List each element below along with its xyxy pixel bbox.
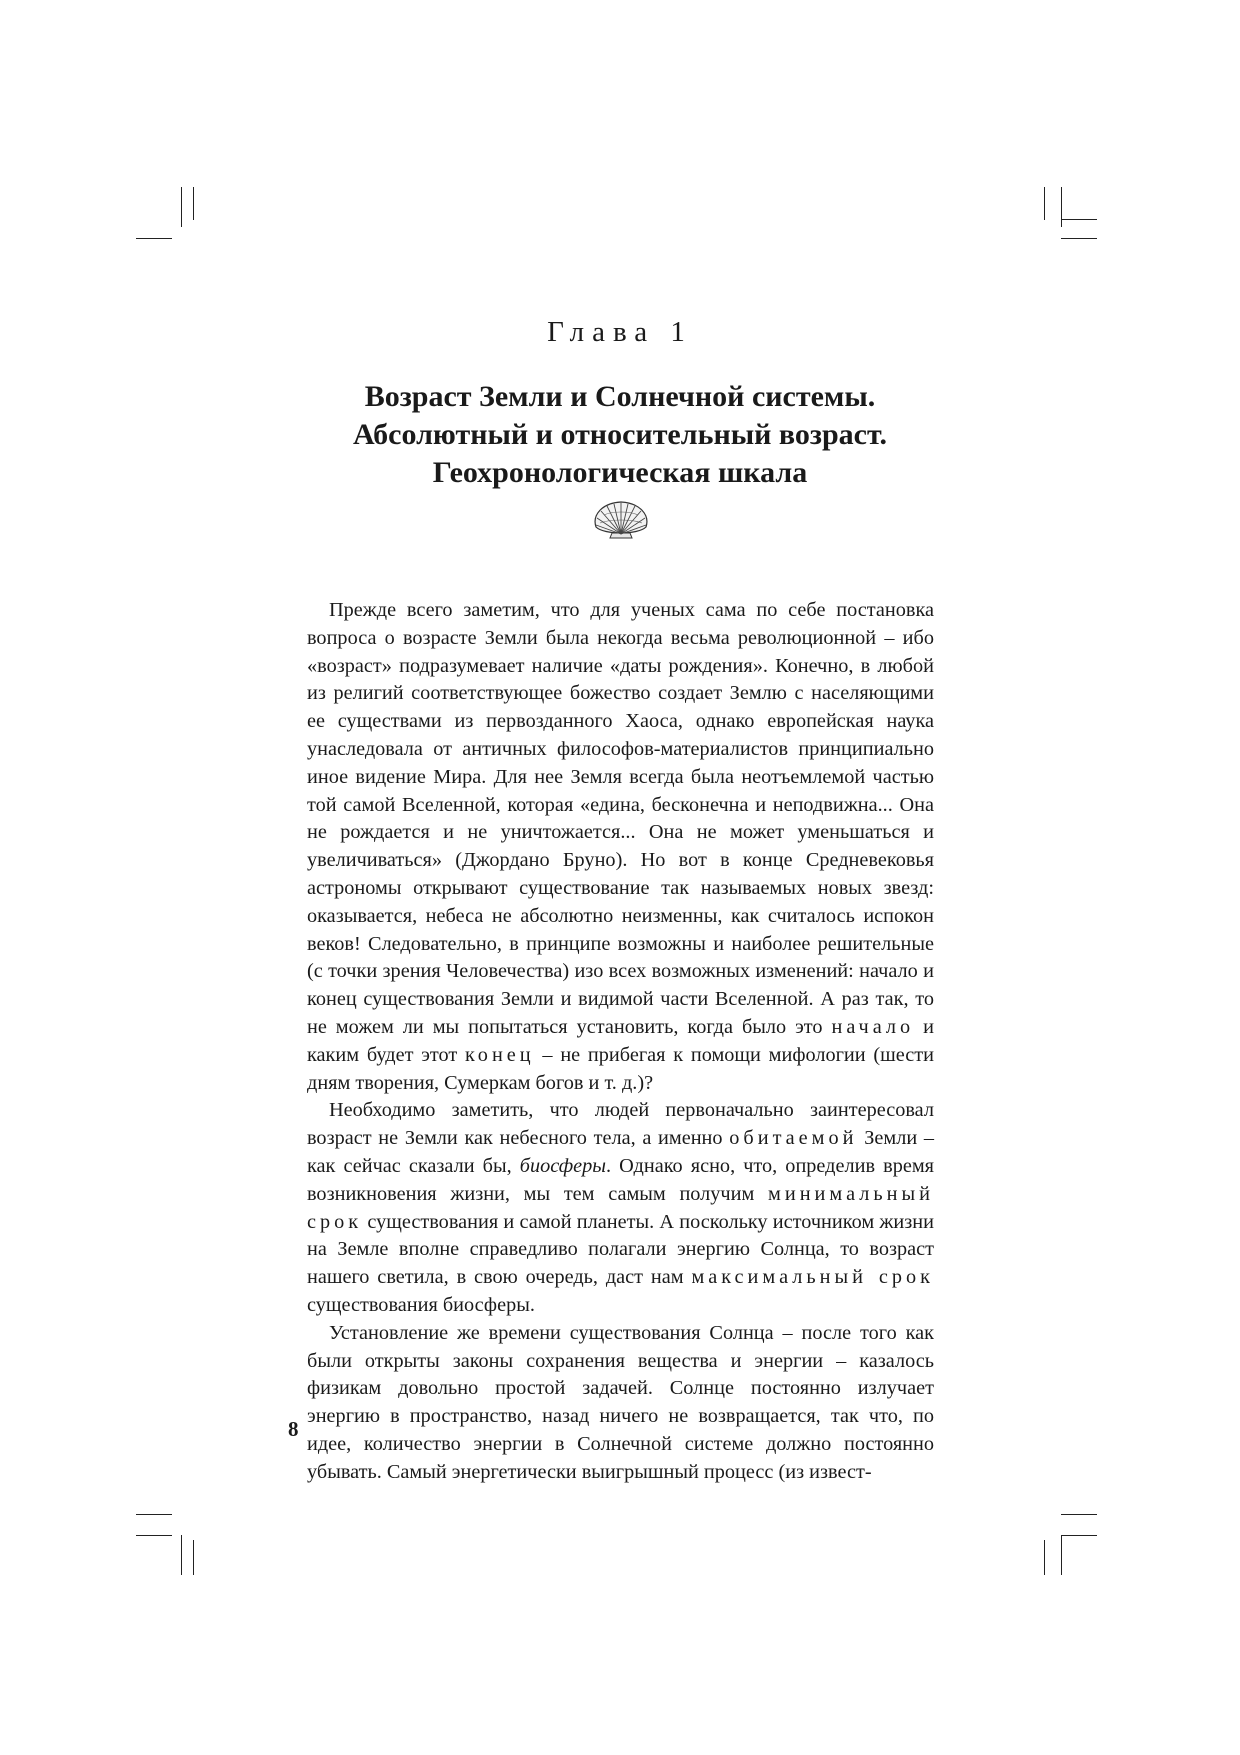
text-run: Прежде всего заметим, что для ученых сама по себе постановка вопроса о возрасте Земли была некогда весьма революционной – ибо «возраст» подразумевает наличие «даты рождения». Конечно, в любой из религий соответствующее божество создает Землю с населяющими ее существами из первозданного Хаоса, однако европейская наука унаследовала от античных философов-материалистов принципиально иное видение Мира. Для нее Земля всегда была неотъемлемой частью той самой Вселенной, которая «едина, бесконечна и неподвижна... Она не рождается и не уничтожается... Она не может уменьшаться и увеличиваться» (Джордано Бруно). Но вот в конце Средневековья астрономы открывают существование так называемых новых звезд: оказывается, небеса не абсолютно неизменны, как считалось испокон веков! Следовательно, в принципе возможны и наиболее решительные (с точки зрения Человечества) изо всех возможных изменений: начало и конец существования Земли и видимой части Вселенной. А раз так, то не можем ли мы попытаться установить, когда было это	[307, 599, 934, 1038]
crop-mark	[1061, 219, 1097, 220]
emphasized-text: конец	[464, 1043, 535, 1066]
crop-mark	[1061, 187, 1062, 227]
crop-mark	[1061, 238, 1097, 239]
crop-mark	[1061, 1535, 1097, 1536]
paragraph	[307, 1320, 934, 1487]
chapter-title-line: Абсолютный и относительный возраст.	[353, 418, 887, 451]
chapter-title-line: Геохронологическая шкала	[432, 456, 808, 489]
crop-mark	[181, 1535, 182, 1575]
text-run: Установление же времени существования Солнца – после того как были открыты законы сохранения вещества и энергии – казалось физикам довольно простой задачей. Солнце постоянно излучает энергию в пространство, назад ничего не возвращается, так что, по идее, количество энергии в Солнечной системе должно постоянно убывать. Самый энергетически выигрышный процесс (из извест-	[307, 1321, 934, 1483]
emphasized-text: обитаемой	[729, 1127, 858, 1150]
crop-mark	[193, 1540, 194, 1575]
crop-mark	[1044, 187, 1045, 220]
chapter-label: Глава 1	[547, 316, 693, 348]
chapter-title-line: Возраст Земли и Солнечной системы.	[364, 380, 876, 413]
crop-mark	[193, 187, 194, 220]
emphasized-text: максимальный срок	[691, 1266, 934, 1289]
body-text	[307, 597, 934, 1487]
chapter-title	[320, 378, 920, 492]
paragraph	[307, 1097, 934, 1319]
text-run: . Однако ясно, что, определив время возникновения жизни, мы тем самым получим	[307, 1154, 934, 1205]
italic-text: биосферы	[519, 1154, 607, 1177]
text-run: существования и самой планеты. А поскольку источником жизни на Земле вполне справедливо полагали энергию Солнца, то возраст нашего светила, в свою очередь, даст нам	[307, 1210, 934, 1289]
scallop-shell-icon	[590, 497, 652, 539]
crop-mark	[136, 238, 172, 239]
crop-mark	[181, 187, 182, 227]
crop-mark	[136, 1514, 172, 1515]
emphasized-text: минимальный срок	[307, 1182, 934, 1233]
page-number: 8	[288, 1417, 299, 1441]
text-run: и каким будет этот	[307, 1015, 934, 1066]
text-run: существования биосферы.	[307, 1293, 535, 1316]
text-run: – не прибегая к помощи мифологии (шести дням творения, Сумеркам богов и т. д.)?	[307, 1043, 934, 1094]
paragraph	[307, 597, 934, 1097]
crop-mark	[1044, 1540, 1045, 1575]
text-run: Необходимо заметить, что людей первоначально заинтересовал возраст не Земли как небесного тела, а именно	[307, 1099, 934, 1150]
crop-mark	[1061, 1514, 1097, 1515]
crop-mark	[1061, 1535, 1062, 1575]
crop-mark	[136, 1535, 172, 1536]
text-run: Земли – как сейчас сказали бы,	[307, 1127, 934, 1177]
emphasized-text: начало	[831, 1015, 915, 1038]
